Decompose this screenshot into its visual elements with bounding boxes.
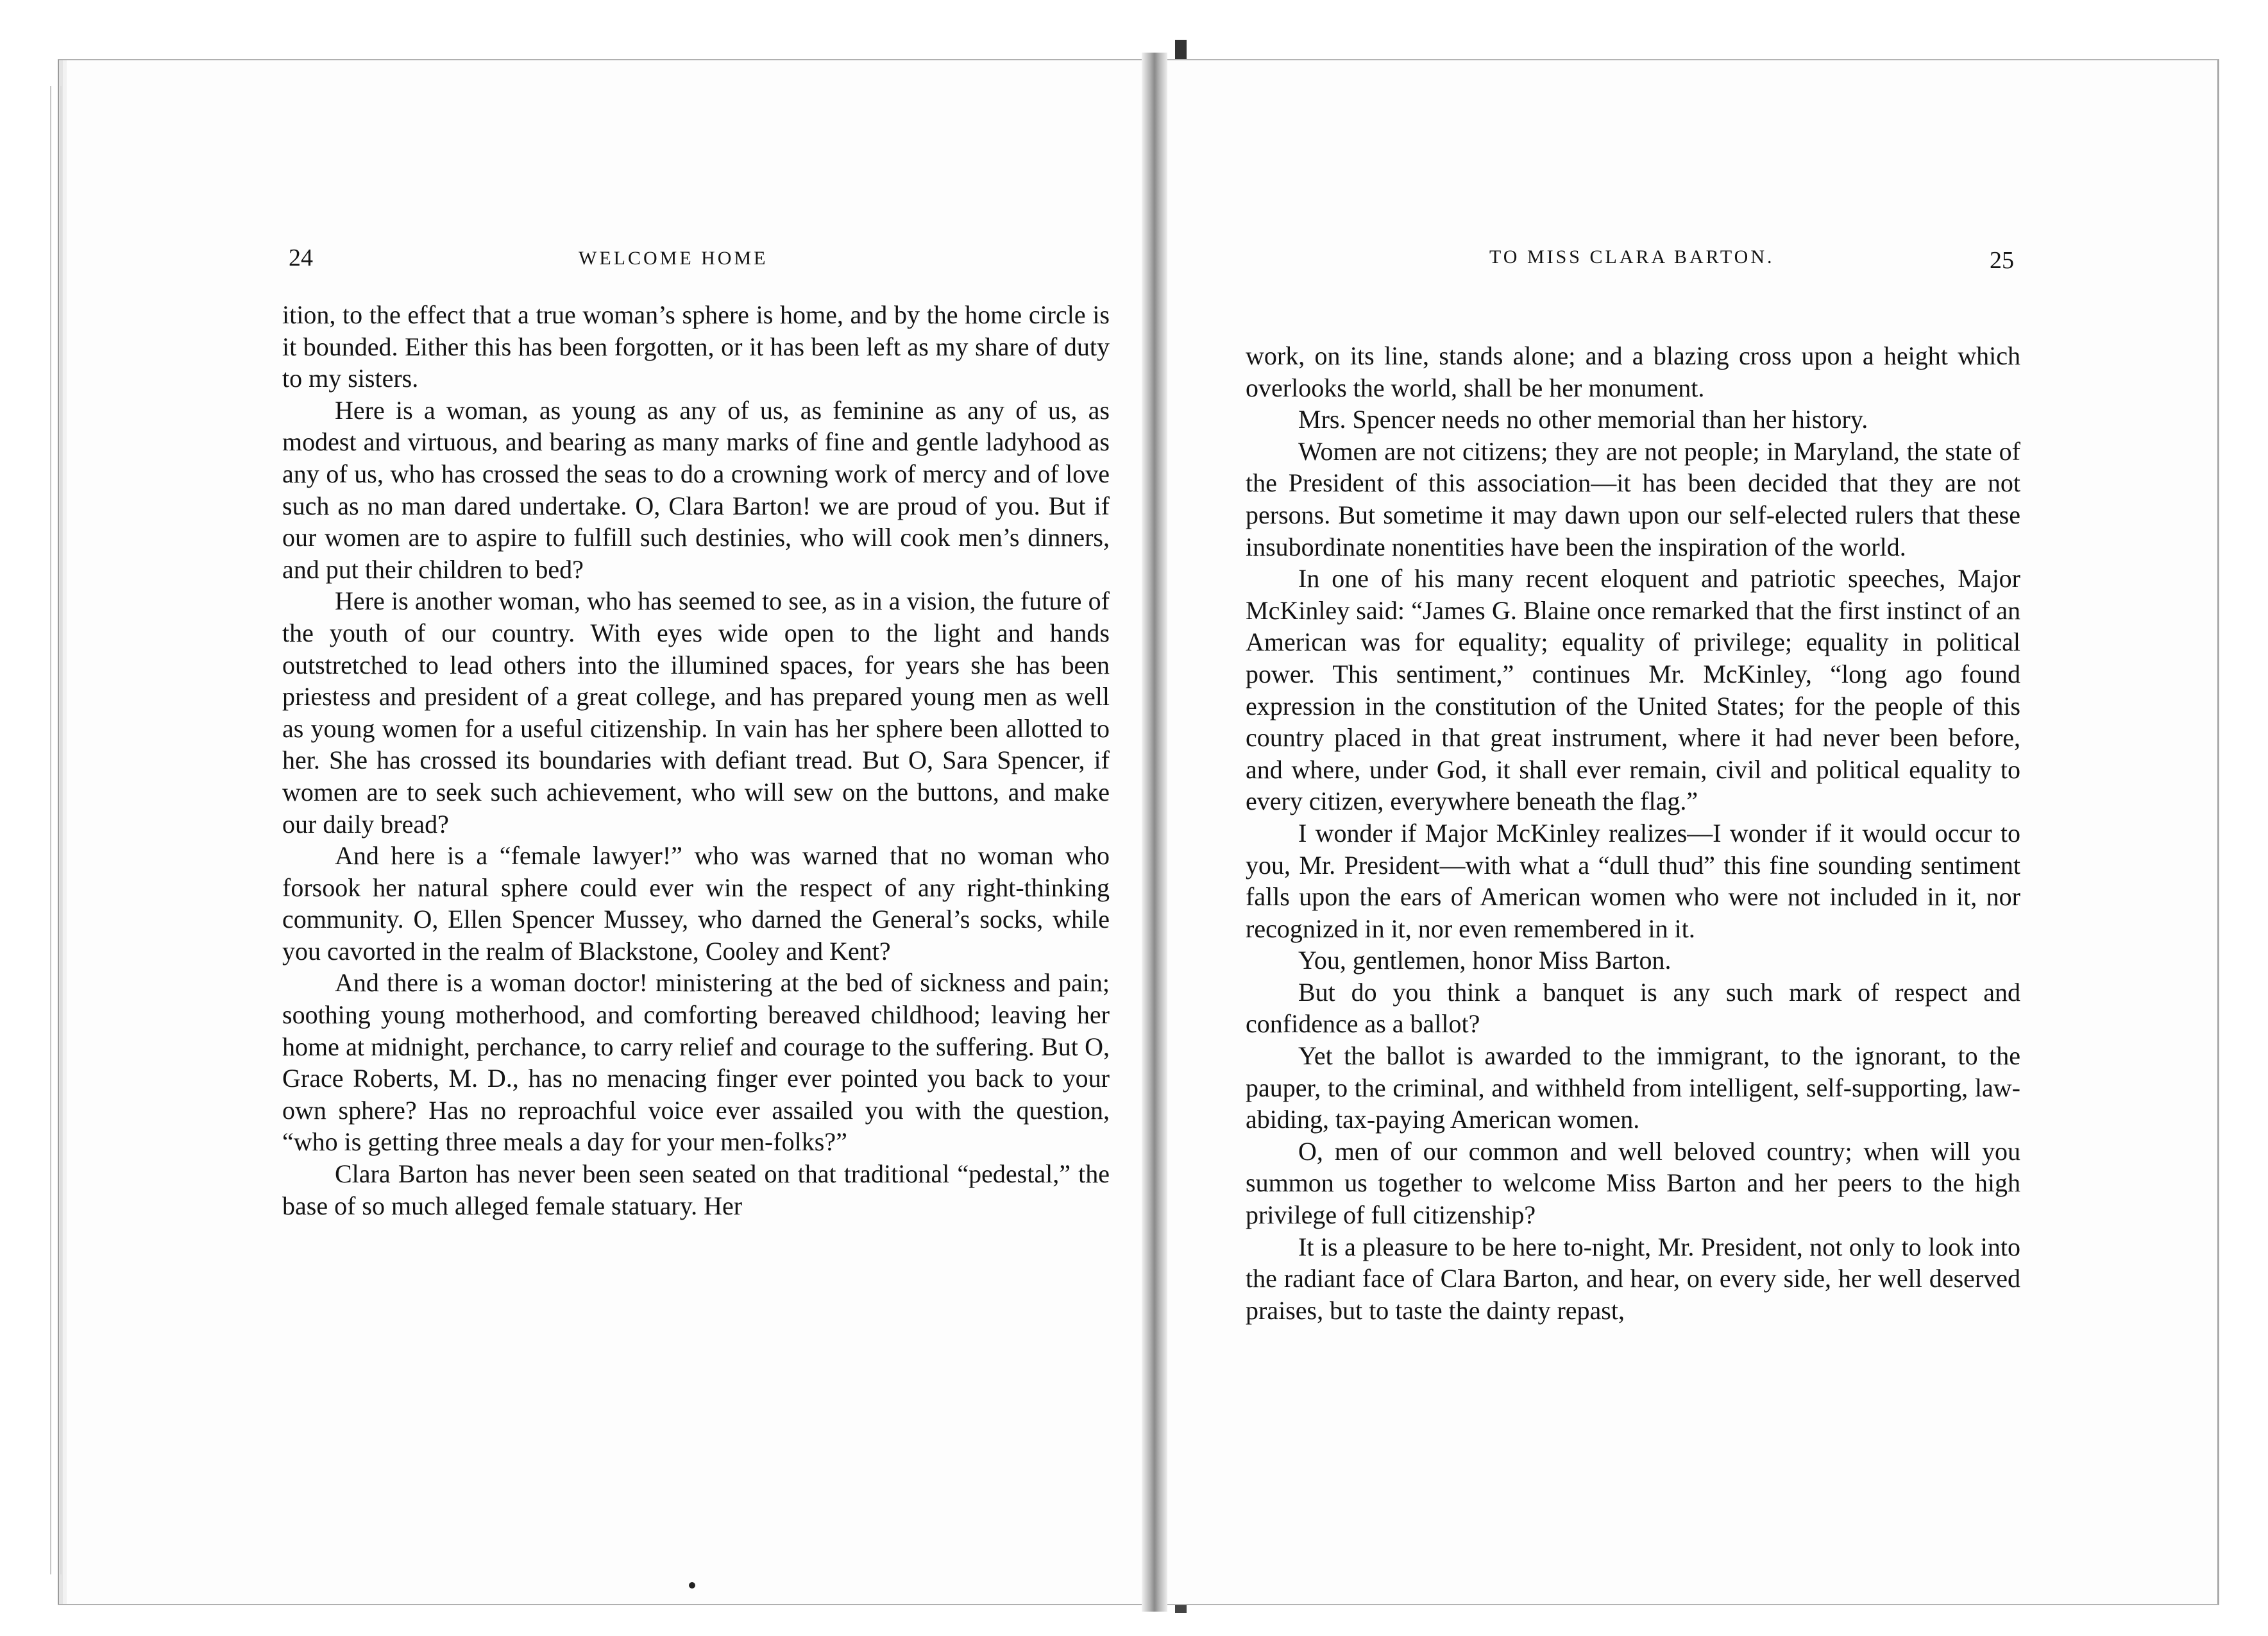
open-book (58, 59, 2219, 1605)
ink-speck (689, 1582, 695, 1589)
page-number-left: 24 (289, 244, 313, 271)
paragraph: ition, to the effect that a true woman’s sphere is home, and by the home circle is it bounded. Either this has been forgotten, or it has been left as my share of duty to my sisters. (282, 300, 1110, 393)
paragraph: work, on its line, stands alone; and a blazing cross upon a height which overlooks the world, shall be her monument. (1246, 341, 2020, 402)
book-gutter (1142, 53, 1167, 1612)
paragraph: In one of his many recent eloquent and patriotic speeches, Major McKinley said: “James G. Blaine once remarked that the first instinct of an American was for equality; equality of privilege; equality in political power. This sentiment,” continues Mr. McKinley, “long ago found expression in the constitution of the United States; for the people of this country placed in that great instrument, where it had never been before, and where, under God, it shall ever remain, civil and political equality to every citizen, everywhere beneath the flag.” (1246, 564, 2020, 816)
paragraph: Yet the ballot is awarded to the immigrant, to the ignorant, to the pauper, to the criminal, and withheld from intelligent, self-supporting, law-abiding, tax-paying American women. (1246, 1041, 2020, 1134)
running-head-right: TO MISS CLARA BARTON. (1489, 246, 1775, 268)
paragraph: It is a pleasure to be here to-night, Mr. President, not only to look into the radiant face of Clara Barton, and hear, on every side, her well deserved praises, but to taste the dainty repast, (1246, 1232, 2020, 1325)
right-page-body (1246, 340, 2020, 1326)
paragraph: O, men of our common and well beloved country; when will you summon us together to welcome Miss Barton and her peers to the high privilege of full citizenship? (1246, 1136, 2020, 1230)
left-page-body (282, 299, 1110, 1222)
running-head-left: WELCOME HOME (579, 248, 768, 269)
binding-mark-top (1175, 40, 1187, 62)
paragraph: And here is a “female lawyer!” who was warned that no woman who forsook her natural sphere could ever win the respect of any right-thinking community. O, Ellen Spencer Mussey, who darned the General’s socks, while you cavorted in the realm of Blackstone, Cooley and Kent? (282, 841, 1110, 966)
paragraph: Clara Barton has never been seen seated on that traditional “pedestal,” the base of so much alleged female statuary. Her (282, 1159, 1110, 1220)
paragraph: Here is a woman, as young as any of us, as feminine as any of us, as modest and virtuous, and bearing as many marks of fine and gentle ladyhood as any of us, who has crossed the seas to do a crowning work of mercy and of love such as no man dared undertake. O, Clara Barton! we are proud of you. But if our women are to aspire to fulfill such destinies, who will cook men’s dinners, and put their children to bed? (282, 395, 1110, 584)
paragraph: Here is another woman, who has seemed to see, as in a vision, the future of the youth of our country. With eyes wide open to the light and hands outstretched to lead others into the illumined spaces, for years she has been priestess and president of a great college, and has prepared young men as well as young women for a useful citizenship. In vain has her sphere been allotted to her. She has crossed its boundaries with defiant tread. But O, Sara Spencer, if women are to seek such achievement, who will sew on the buttons, and make our daily bread? (282, 586, 1110, 839)
paragraph: You, gentlemen, honor Miss Barton. (1298, 946, 1671, 975)
left-page (58, 59, 1142, 1605)
page-number-right: 25 (1990, 247, 2014, 274)
page-edges (50, 86, 62, 1574)
paragraph: But do you think a banquet is any such mark of respect and confidence as a ballot? (1246, 977, 2020, 1039)
paragraph: And there is a woman doctor! ministering at the bed of sickness and pain; soothing young motherhood, and comforting bereaved childhood; leaving her home at midnight, perchance, to carry relief and courage to the suffering. But O, Grace Roberts, M. D., has no menacing finger ever pointed you back to your own sphere? Has no reproachful voice ever assailed you with the question, “who is getting three meals a day for your men-folks?” (282, 968, 1110, 1157)
paragraph: Mrs. Spencer needs no other memorial than her history. (1298, 405, 1868, 434)
paragraph: I wonder if Major McKinley realizes—I wonder if it would occur to you, Mr. President—with what a “dull thud” this fine sounding sentiment falls upon the ears of American women who were not included in it, nor recognized in it, nor even remembered in it. (1246, 818, 2020, 943)
paragraph: Women are not citizens; they are not people; in Maryland, the state of the President of this association—it has been decided that they are not persons. But sometime it may dawn upon our self-elected rulers that these insubordinate nonentities have been the inspiration of the world. (1246, 436, 2020, 561)
